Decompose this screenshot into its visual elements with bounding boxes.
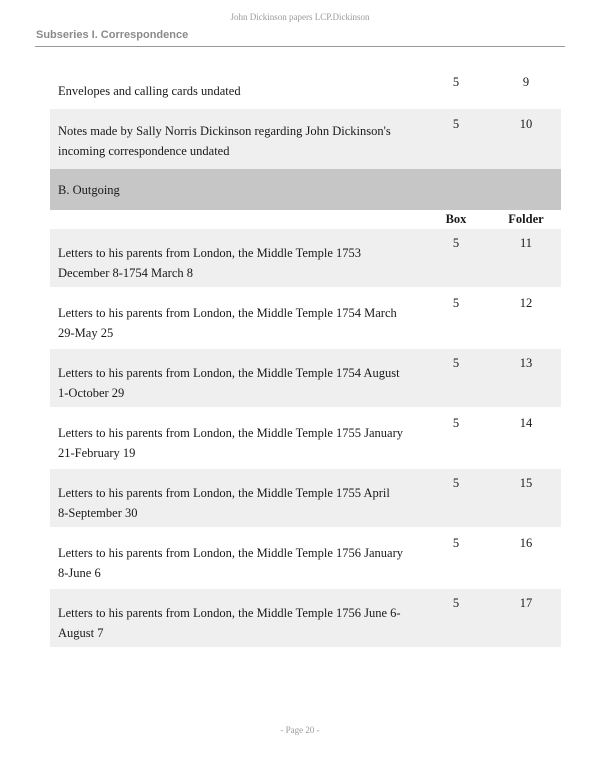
- running-header: John Dickinson papers LCP.Dickinson: [230, 12, 370, 22]
- row-box: 5: [452, 596, 460, 610]
- row-box: 5: [452, 117, 460, 131]
- row-folder: 15: [519, 476, 533, 490]
- row-description: Envelopes and calling cards undated: [58, 84, 241, 98]
- row-folder: 10: [519, 117, 533, 131]
- table-row: [50, 229, 561, 287]
- row-description: Letters to his parents from London, the Middle Temple 1756 January 8-June 6: [58, 546, 404, 580]
- row-box: 5: [452, 75, 460, 89]
- table-row: [50, 589, 561, 647]
- row-folder: 16: [519, 536, 533, 550]
- row-folder: 11: [519, 236, 533, 250]
- table-row: [50, 349, 561, 407]
- row-description: Letters to his parents from London, the Middle Temple 1755 January 21-February 19: [58, 426, 404, 460]
- table-row: [50, 529, 561, 587]
- row-box: 5: [452, 356, 460, 370]
- subseries-title: Subseries I. Correspondence: [36, 29, 189, 41]
- section-header: [50, 169, 561, 210]
- row-folder: 12: [519, 296, 533, 310]
- table-row: [50, 60, 561, 109]
- box-column-header: Box: [445, 212, 467, 226]
- row-box: 5: [452, 476, 460, 490]
- row-description: Letters to his parents from London, the Middle Temple 1755 April 8-September 30: [58, 486, 390, 520]
- table-row: [50, 289, 561, 347]
- table-row: [50, 469, 561, 527]
- table-row: [50, 409, 561, 467]
- row-box: 5: [452, 236, 460, 250]
- folder-column-header: Folder: [508, 212, 544, 226]
- row-folder: 13: [519, 356, 533, 370]
- page-number: - Page 20 -: [280, 725, 320, 735]
- column-header-row: [50, 210, 561, 229]
- header-divider: [35, 46, 565, 47]
- row-box: 5: [452, 416, 460, 430]
- table-row: [50, 109, 561, 169]
- row-description: Notes made by Sally Norris Dickinson regarding John Dickinson's incoming correspondence undated: [58, 124, 391, 158]
- row-folder: 17: [519, 596, 533, 610]
- row-folder: 9: [522, 75, 530, 89]
- row-folder: 14: [519, 416, 533, 430]
- row-description: Letters to his parents from London, the Middle Temple 1754 August 1-October 29: [58, 366, 400, 400]
- row-description: Letters to his parents from London, the Middle Temple 1753 December 8-1754 March 8: [58, 246, 362, 280]
- row-description: Letters to his parents from London, the Middle Temple 1754 March 29-May 25: [58, 306, 397, 340]
- row-box: 5: [452, 536, 460, 550]
- row-box: 5: [452, 296, 460, 310]
- section-label: B. Outgoing: [58, 183, 120, 197]
- row-description: Letters to his parents from London, the Middle Temple 1756 June 6-August 7: [58, 606, 401, 640]
